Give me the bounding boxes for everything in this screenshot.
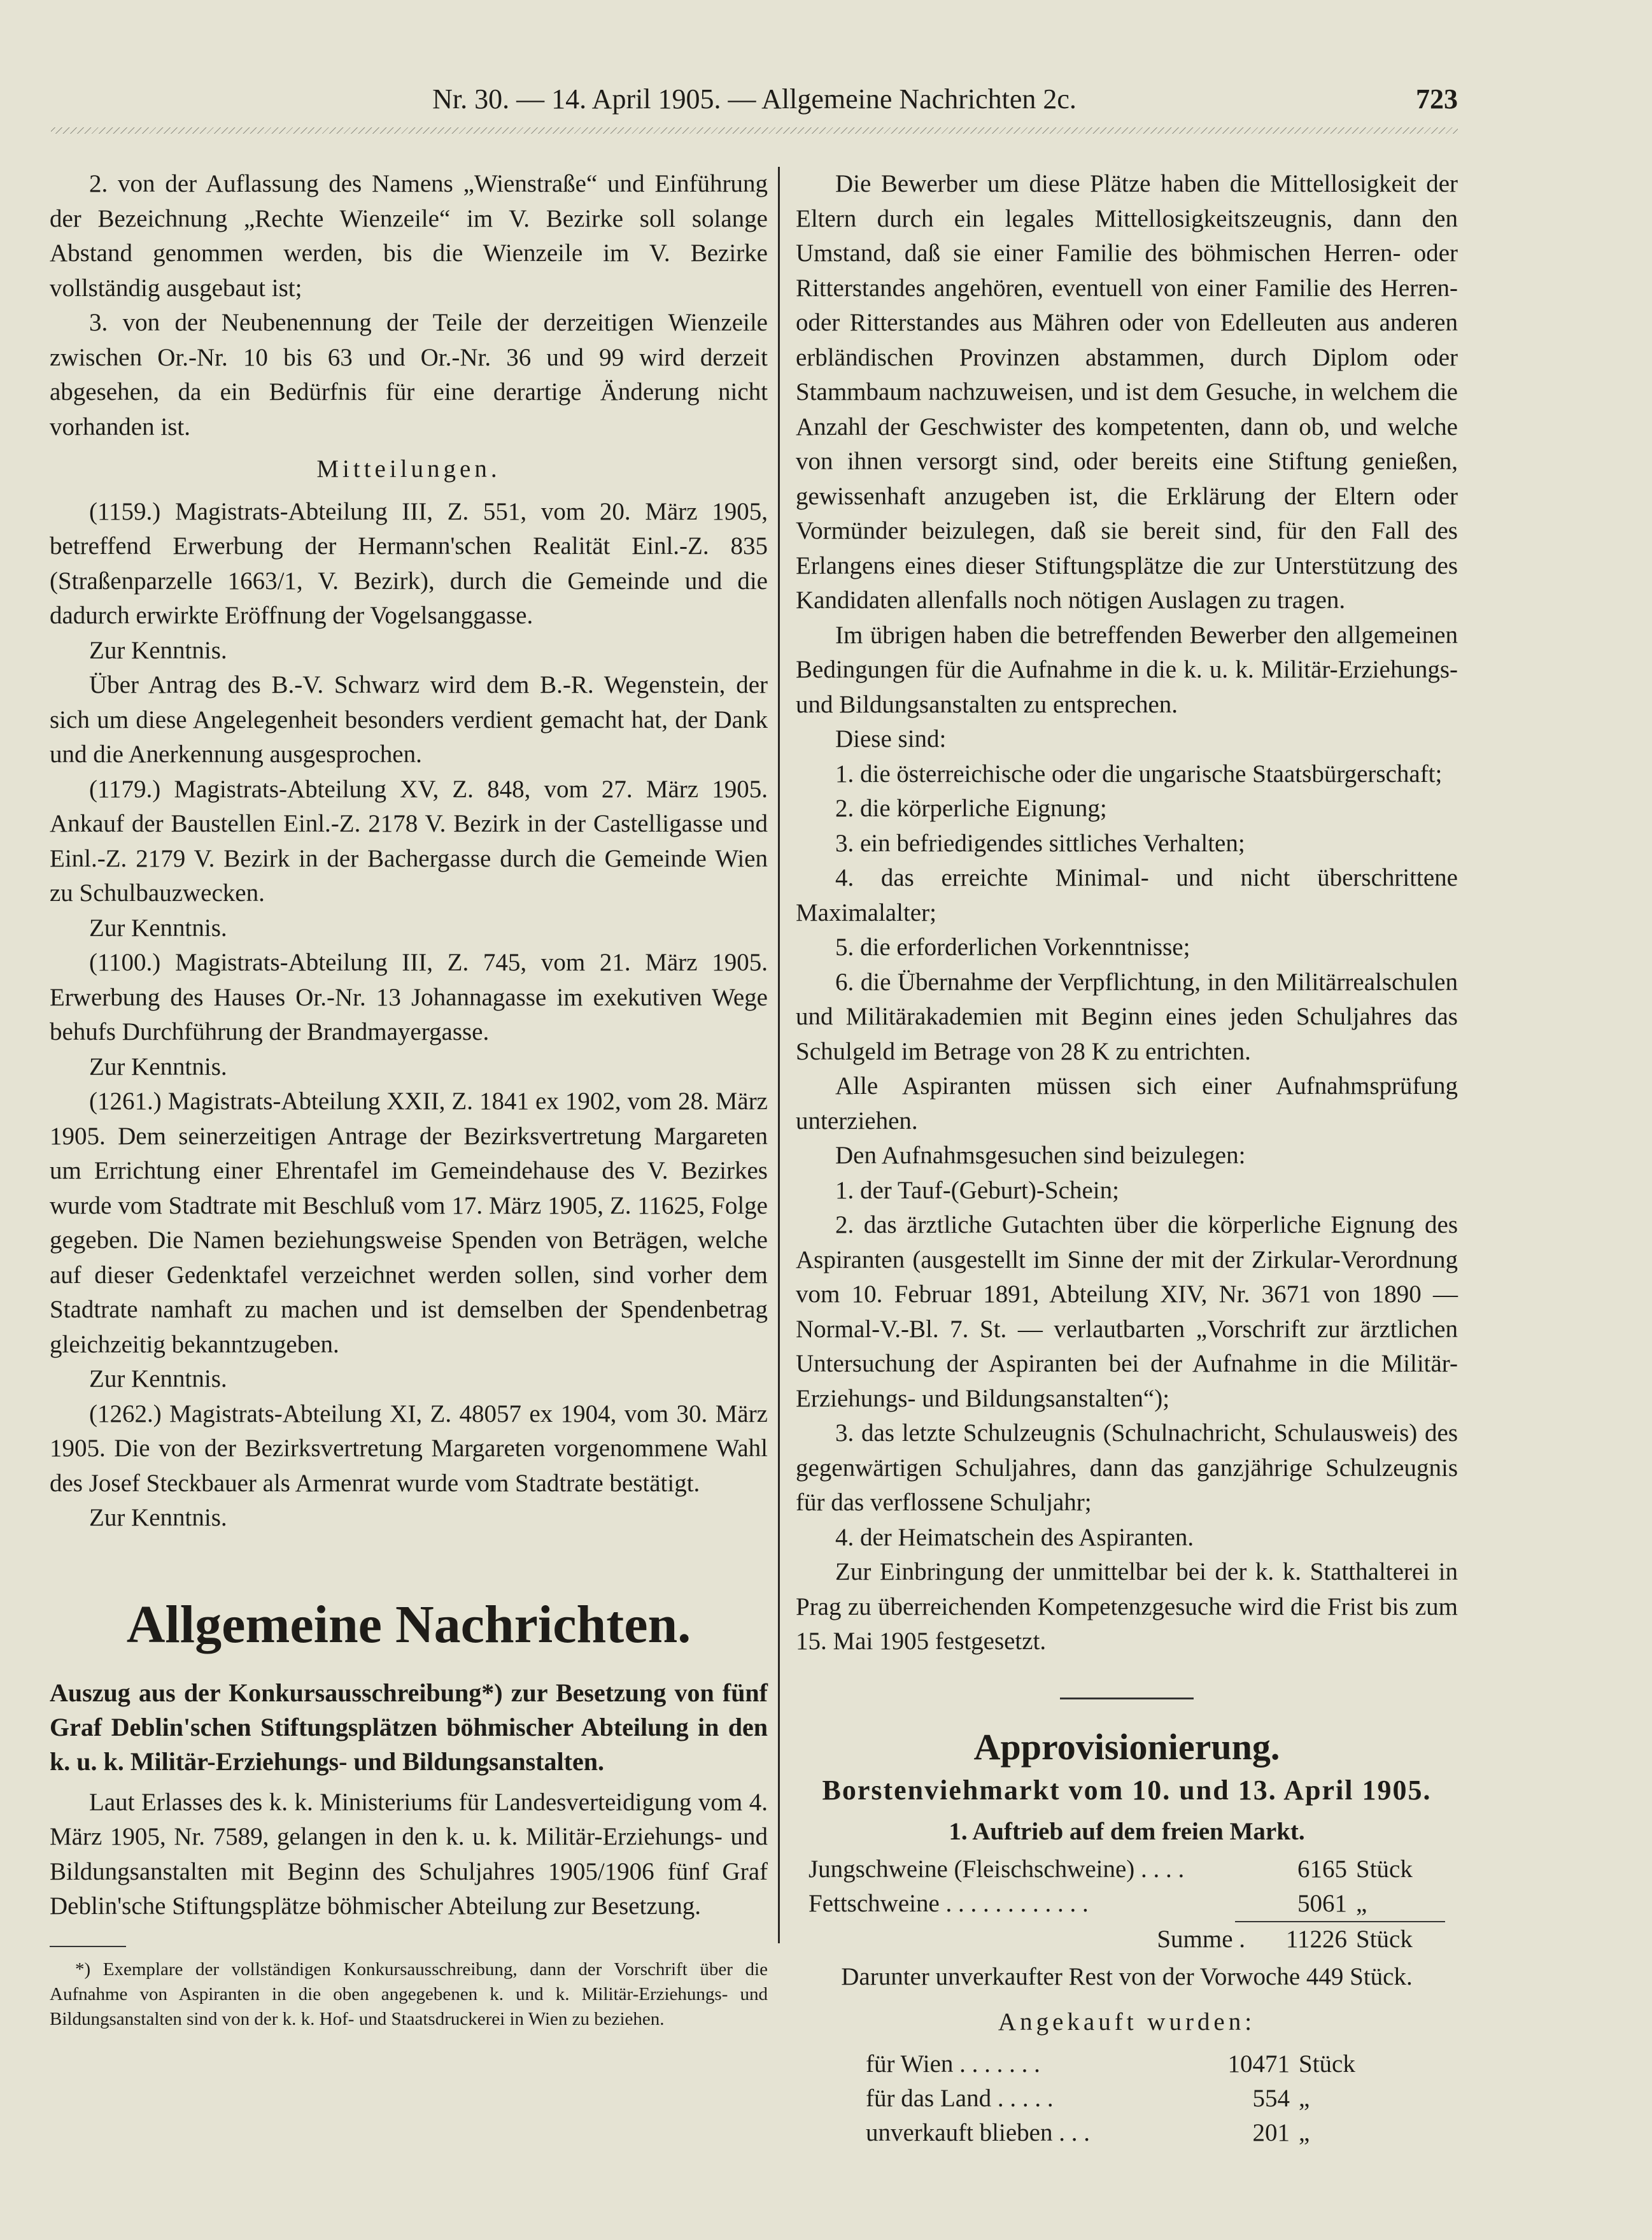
row-label: für das Land . . . . . [866,2085,1054,2112]
paragraph: (1262.) Magistrats-Abteilung XI, Z. 48057 ex 1904, vom 30. März 1905. Die von der Bezirksvertretung Margareten vorgenommene Wahl des Josef Steckbauer als Armenrat wurde vom Stadtrate bestätigt. [50,1400,768,1497]
running-header [51,76,1458,127]
table-row [866,2081,1388,2116]
paragraph: 3. von der Neubenennung der Teile der derzeitigen Wienzeile zwischen Or.-Nr. 10 bis 63 und Or.-Nr. 36 und 99 wird derzeit abgesehen, da ein Bedürfnis für eine derartige Änderung nicht vorhanden ist. [50,309,768,441]
rest-note: Darunter unverkaufter Rest von der Vorwoche 449 Stück. [841,1962,1413,1990]
row-unit: Stück [1356,1855,1413,1883]
paragraph: Laut Erlasses des k. k. Ministeriums für Landesverteidigung vom 4. März 1905, Nr. 7589, gelangen in den k. u. k. Militär-Erziehungs- und Bildungsanstalten mit Beginn des Schuljahres 1905/1906 fünf Graf Deblin'sche Stiftungsplätze böhmischer Abteilung zur Besetzung. [50,1788,768,1920]
table-row [866,2047,1388,2081]
sum-row [808,1922,1445,1957]
row-value: 6165 [1297,1855,1347,1883]
sum-label: Summe . [1157,1925,1245,1953]
paragraph: Zur Kenntnis. [89,1053,227,1081]
column-divider [778,167,780,1943]
section-subtitle: Borstenviehmarkt vom 10. und 13. April 1905. [822,1774,1432,1806]
row-label: Fettschweine . . . . . . . . . . . . [808,1889,1089,1917]
paragraph: Zur Kenntnis. [89,1504,227,1531]
row-label: Jungschweine (Fleischschweine) . . . . [808,1855,1185,1883]
paragraph: Die Bewerber um diese Plätze haben die Mittellosigkeit der Eltern durch ein legales Mittellosigkeitszeugnis, dann den Umstand, daß sie einer Familie des böhmischen Herren- oder Ritterstandes angehören, eventuell von einer Familie des Herren- oder Ritterstandes aus Mähren oder von Edelleuten aus anderen erbländischen Provinzen abstammen, durch Diplom oder Stammbaum nachzuweisen, und ist dem Gesuche, in welchem die Anzahl der Geschwister des kompetenten, dann ob, und welche von ihnen versorgt sind, oder bereits eine Stiftung genießen, gewissenhaft anzugeben ist, die Erklärung der Eltern oder Vormünder beizulegen, daß sie bereit sind, für den Fall des Erlangens eines dieser Stiftungsplätze die zur Unterstützung des Kandidaten allenfalls noch nötigen Auslagen zu tragen. [796,170,1458,614]
paragraph: 4. das erreichte Minimal- und nicht überschrittene Maximalalter; [796,864,1458,926]
paragraph: Über Antrag des B.-V. Schwarz wird dem B.-R. Wegenstein, der sich um diese Angelegenheit besonders verdient gemacht hat, der Dank und die Anerkennung ausgesprochen. [50,671,768,768]
row-value: 5061 [1297,1889,1347,1917]
paragraph: 2. das ärztliche Gutachten über die körperliche Eignung des Aspiranten (ausgestellt im Sinne der mit der Zirkular-Verordnung vom 10. Februar 1891, Abteilung XIV, Nr. 3671 von 1890 — Normal-V.-Bl. 7. St. — verlautbarten „Vorschrift zur ärztlichen Untersuchung der Aspiranten bei der Aufnahme in die Militär-Erziehungs- und Bildungsanstalten“); [796,1211,1458,1412]
footnote-rule [50,1946,126,1947]
paragraph: (1100.) Magistrats-Abteilung III, Z. 745, vom 21. März 1905. Erwerbung des Hauses Or.-Nr. 13 Johannagasse im exekutiven Wege behufs Durchführung der Brandmayergasse. [50,949,768,1046]
row-value: 554 [1252,2085,1290,2112]
row-label: für Wien . . . . . . . [866,2050,1040,2078]
paragraph: 1. die österreichische oder die ungarische Staatsbürgerschaft; [835,760,1443,788]
paragraph: (1159.) Magistrats-Abteilung III, Z. 551, vom 20. März 1905, betreffend Erwerbung der Hermann'schen Realität Einl.-Z. 835 (Straßenparzelle 1663/1, V. Bezirk), durch die Gemeinde und die dadurch erwirkte Eröffnung der Vogelsanggasse. [50,497,768,629]
paragraph: (1261.) Magistrats-Abteilung XXII, Z. 1841 ex 1902, vom 28. März 1905. Dem seinerzeitigen Antrage der Bezirksvertretung Margareten um Errichtung einer Ehrentafel im Gemeindehause des V. Bezirkes wurde vom Stadtrate mit Beschluß vom 17. März 1905, Z. 11625, Folge gegeben. Die Namen beziehungsweise Spenden von Beträgen, welche auf dieser Gedenktafel verzeichnet werden sollen, sind vorher dem Stadtrate namhaft zu machen und ist demselben der Spendenbetrag gleichzeitig bekanntzugeben. [50,1088,768,1358]
row-label: unverkauft blieben . . . [866,2119,1090,2146]
row-unit: „ [1299,2119,1310,2146]
section-title: Approvisionierung. [973,1726,1280,1768]
row-unit: „ [1299,2085,1310,2112]
paragraph: 3. das letzte Schulzeugnis (Schulnachricht, Schulausweis) des gegenwärtigen Schuljahres, dann das ganzjährige Schulzeugnis für das verflossene Schuljahr; [796,1419,1458,1516]
page-number: 723 [1416,83,1458,115]
sum-unit: Stück [1356,1925,1413,1953]
market-table [808,1852,1445,1921]
footnote: *) Exemplare der vollständigen Konkursausschreibung, dann der Vorschrift über die Aufnahme von Aspiranten in die oben angegebenen k. und k. Militär-Erziehungs- und Bildungsanstalten sind von der k. k. Hof- und Staatsdruckerei in Wien zu beziehen. [50,1959,768,2029]
row-value: 10471 [1227,2050,1290,2078]
left-column [50,167,768,1536]
paragraph: Zur Einbringung der unmittelbar bei der k. k. Statthalterei in Prag zu überreichenden Kompetenzgesuche wird die Frist bis zum 15. Mai 1905 festgesetzt. [796,1558,1458,1655]
section-heading: 1. Auftrieb auf dem freien Markt. [949,1817,1305,1845]
paragraph: 1. der Tauf-(Geburt)-Schein; [835,1176,1119,1204]
left-column-news [50,1593,768,2032]
paragraph: Zur Kenntnis. [89,636,227,664]
paragraph: Diese sind: [835,725,947,753]
paragraph: Im übrigen haben die betreffenden Bewerber den allgemeinen Bedingungen für die Aufnahme in die k. u. k. Militär-Erziehungs- und Bildungsanstalten zu entsprechen. [796,621,1458,718]
row-unit: „ [1356,1889,1367,1917]
news-heading: Allgemeine Nachrichten. [126,1594,691,1654]
paragraph: 3. ein befriedigendes sittliches Verhalten; [835,829,1245,857]
bought-heading: Angekauft wurden: [998,2008,1256,2036]
table-row [808,1887,1445,1921]
section-rule [1060,1698,1194,1699]
right-column [796,167,1458,1659]
paragraph: (1179.) Magistrats-Abteilung XV, Z. 848, vom 27. März 1905. Ankauf der Baustellen Einl.-Z. 2178 V. Bezirk in der Castelligasse und Einl.-Z. 2179 V. Bezirk in der Bachergasse durch die Gemeinde Wien zu Schulbauzwecken. [50,775,768,907]
table-row [866,2116,1388,2150]
right-column-wrapper [796,167,1458,2150]
paragraph: Zur Kenntnis. [89,914,227,942]
paragraph: Mitteilungen. [316,455,501,483]
approvisionierung-section [796,1698,1458,2151]
paragraph: 2. von der Auflassung des Namens „Wienstraße“ und Einführung der Bezeichnung „Rechte Wienzeile“ im V. Bezirke soll solange Abstand genommen werden, bis die Wienzeile im V. Bezirke vollständig ausgebaut ist; [50,170,768,302]
left-column-wrapper [50,167,768,2032]
row-unit: Stück [1299,2050,1355,2078]
bought-table [866,2047,1388,2150]
paragraph: Den Aufnahmsgesuchen sind beizulegen: [835,1142,1246,1169]
table-row [808,1852,1445,1887]
paragraph: Auszug aus der Konkursausschreibung*) zur Besetzung von fünf Graf Deblin'schen Stiftungsplätzen böhmischer Abteilung in den k. u. k. Militär-Erziehungs- und Bildungsanstalten. [50,1678,768,1776]
row-value: 201 [1252,2119,1290,2146]
paragraph: 4. der Heimatschein des Aspiranten. [835,1523,1194,1551]
header-title: Nr. 30. — 14. April 1905. — Allgemeine Nachrichten 2c. [432,83,1077,115]
paragraph: 6. die Übernahme der Verpflichtung, in den Militärrealschulen und Militärakademien mit Beginn eines jeden Schuljahres das Schulgeld im Betrage von 28 K zu entrichten. [796,968,1458,1065]
wavy-rule [51,127,1458,134]
paragraph: 2. die körperliche Eignung; [835,795,1107,822]
sum-value: 11226 [1285,1925,1347,1953]
paragraph: Alle Aspiranten müssen sich einer Aufnahmsprüfung unterziehen. [796,1072,1458,1135]
paragraph: 5. die erforderlichen Vorkenntnisse; [835,933,1190,961]
paragraph: Zur Kenntnis. [89,1365,227,1393]
